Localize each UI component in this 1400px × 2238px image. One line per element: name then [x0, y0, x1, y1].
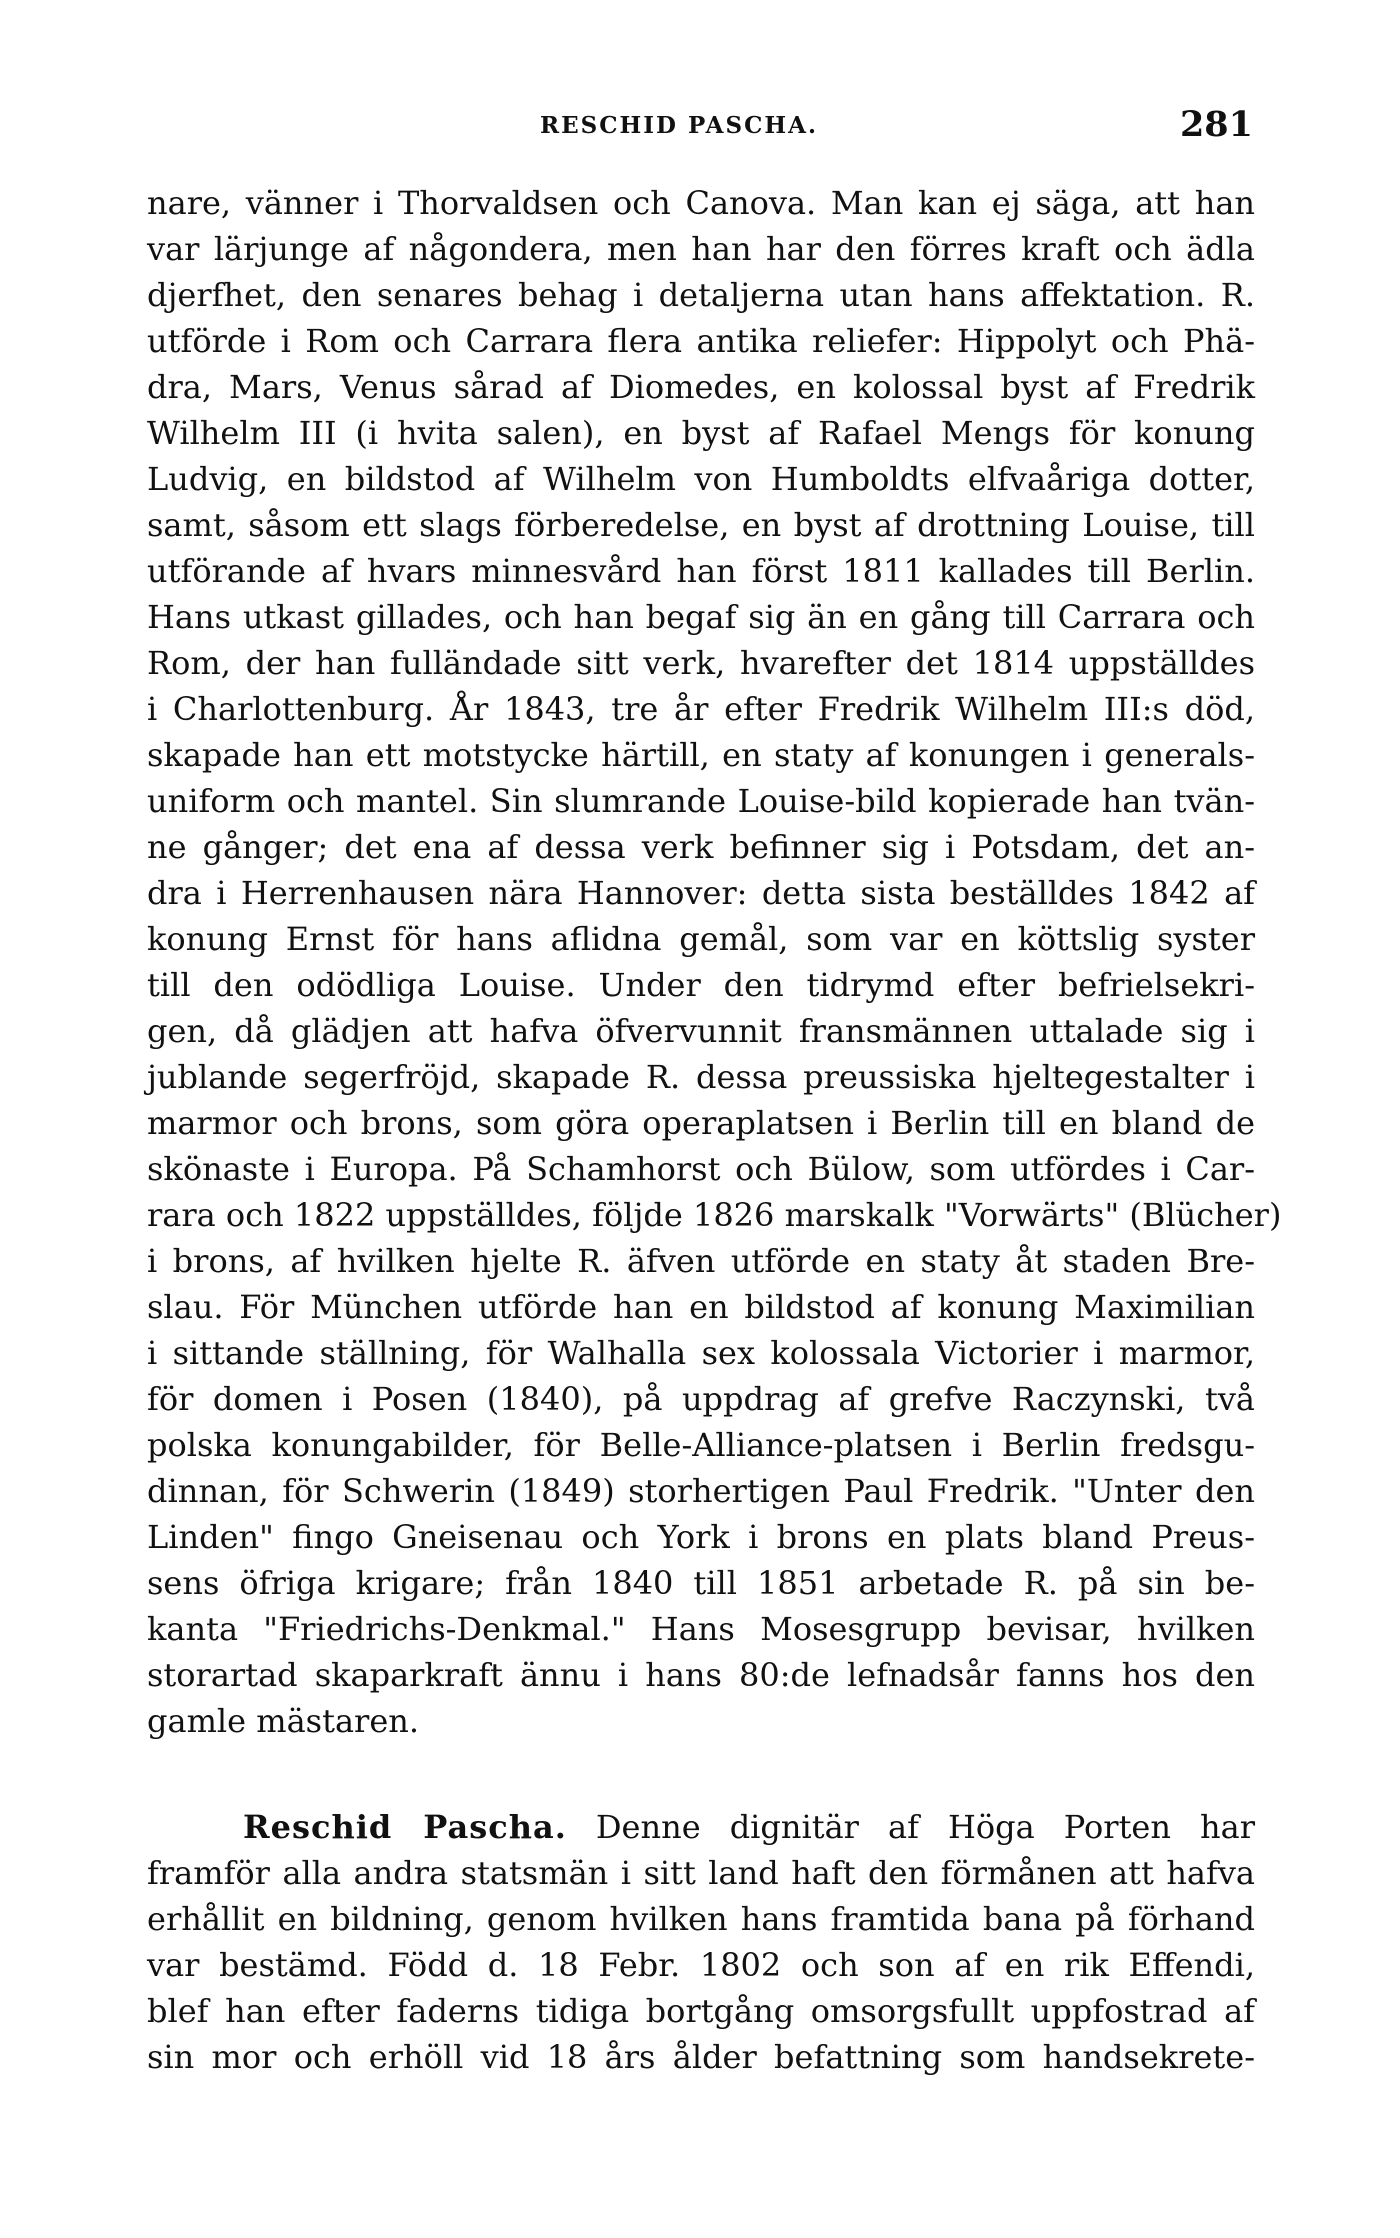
text-line: i Charlottenburg. År 1843, tre år efter Fredrik Wilhelm III:s död, — [147, 690, 1255, 728]
text-line: samt, såsom ett slags förberedelse, en byst af drottning Louise, till — [147, 506, 1255, 544]
text-line: erhållit en bildning, genom hvilken hans framtida bana på förhand — [147, 1900, 1255, 1938]
text-line: Linden" fingo Gneisenau och York i brons en plats bland Preus- — [147, 1518, 1255, 1556]
text-line: jublande segerfröjd, skapade R. dessa preussiska hjeltegestalter i — [147, 1058, 1255, 1096]
paragraph-gap — [147, 1744, 1255, 1804]
text-line: dra i Herrenhausen nära Hannover: detta sista beställdes 1842 af — [147, 874, 1255, 912]
text-line: Hans utkast gillades, och han begaf sig än en gång till Carrara och — [147, 598, 1255, 636]
text-line: var lärjunge af någondera, men han har den förres kraft och ädla — [147, 230, 1255, 268]
text-line: marmor och brons, som göra operaplatsen i Berlin till en bland de — [147, 1104, 1255, 1142]
text-line: framför alla andra statsmän i sitt land haft den förmånen att hafva — [147, 1854, 1255, 1892]
text-line: var bestämd. Född d. 18 Febr. 1802 och son af en rik Effendi, — [147, 1946, 1255, 1984]
page-number: 281 — [1179, 104, 1253, 145]
text-line: slau. För München utförde han en bildstod af konung Maximilian — [147, 1288, 1255, 1326]
paragraph-rauch — [147, 180, 1282, 1744]
paragraph-reschid-pascha — [147, 1804, 1255, 2080]
body-text — [147, 180, 1282, 2080]
running-head — [0, 104, 1400, 148]
text-line: gamle mästaren. — [147, 1702, 420, 1740]
text-line: skönaste i Europa. På Schamhorst och Bülow, som utfördes i Car- — [147, 1150, 1255, 1188]
text-line: nare, vänner i Thorvaldsen och Canova. Man kan ej säga, att han — [147, 184, 1255, 222]
text-line: Ludvig, en bildstod af Wilhelm von Humboldts elfvaåriga dotter, — [147, 460, 1255, 498]
text-line: konung Ernst för hans aflidna gemål, som var en köttslig syster — [147, 920, 1255, 958]
text-line: i brons, af hvilken hjelte R. äfven utförde en staty åt staden Bre- — [147, 1242, 1255, 1280]
text-line: rara och 1822 uppställdes, följde 1826 marskalk "Vorwärts" (Blücher) — [147, 1196, 1282, 1234]
text-line: utförde i Rom och Carrara flera antika reliefer: Hippolyt och Phä- — [147, 322, 1255, 360]
running-title: RESCHID PASCHA. — [540, 112, 818, 139]
entry-first-line — [147, 1804, 1255, 1850]
text-line: uniform och mantel. Sin slumrande Louise-bild kopierade han tvän- — [147, 782, 1255, 820]
text-line: dinnan, för Schwerin (1849) storhertigen Paul Fredrik. "Unter den — [147, 1472, 1255, 1510]
text-line: sin mor och erhöll vid 18 års ålder befattning som handsekrete- — [147, 2038, 1255, 2076]
text-line: dra, Mars, Venus sårad af Diomedes, en kolossal byst af Fredrik — [147, 368, 1255, 406]
text-line: i sittande ställning, för Walhalla sex kolossala Victorier i marmor, — [147, 1334, 1255, 1372]
text-line: ne gånger; det ena af dessa verk befinner sig i Potsdam, det an- — [147, 828, 1255, 866]
text-line: till den odödliga Louise. Under den tidrymd efter befrielsekri- — [147, 966, 1255, 1004]
text-line: gen, då glädjen att hafva öfvervunnit fransmännen uttalade sig i — [147, 1012, 1255, 1050]
text-line: storartad skaparkraft ännu i hans 80:de lefnadsår fanns hos den — [147, 1656, 1255, 1694]
text-line: Wilhelm III (i hvita salen), en byst af Rafael Mengs för konung — [147, 414, 1255, 452]
text-line: djerfhet, den senares behag i detaljerna utan hans affektation. R. — [147, 276, 1255, 314]
text-line: blef han efter faderns tidiga bortgång omsorgsfullt uppfostrad af — [147, 1992, 1255, 2030]
text-line: sens öfriga krigare; från 1840 till 1851 arbetade R. på sin be- — [147, 1564, 1255, 1602]
text-line: skapade han ett motstycke härtill, en staty af konungen i generals- — [147, 736, 1255, 774]
text-line: för domen i Posen (1840), på uppdrag af grefve Raczynski, två — [147, 1380, 1255, 1418]
text-line: kanta "Friedrichs-Denkmal." Hans Mosesgrupp bevisar, hvilken — [147, 1610, 1255, 1648]
entry-heading: Reschid Pascha. — [243, 1808, 567, 1846]
text-line: utförande af hvars minnesvård han först 1811 kallades till Berlin. — [147, 552, 1255, 590]
text-line: polska konungabilder, för Belle-Alliance-platsen i Berlin fredsgu- — [147, 1426, 1255, 1464]
text-line: Rom, der han fulländade sitt verk, hvarefter det 1814 uppställdes — [147, 644, 1255, 682]
entry-first-line-text: Denne dignitär af Höga Porten har — [595, 1808, 1255, 1846]
